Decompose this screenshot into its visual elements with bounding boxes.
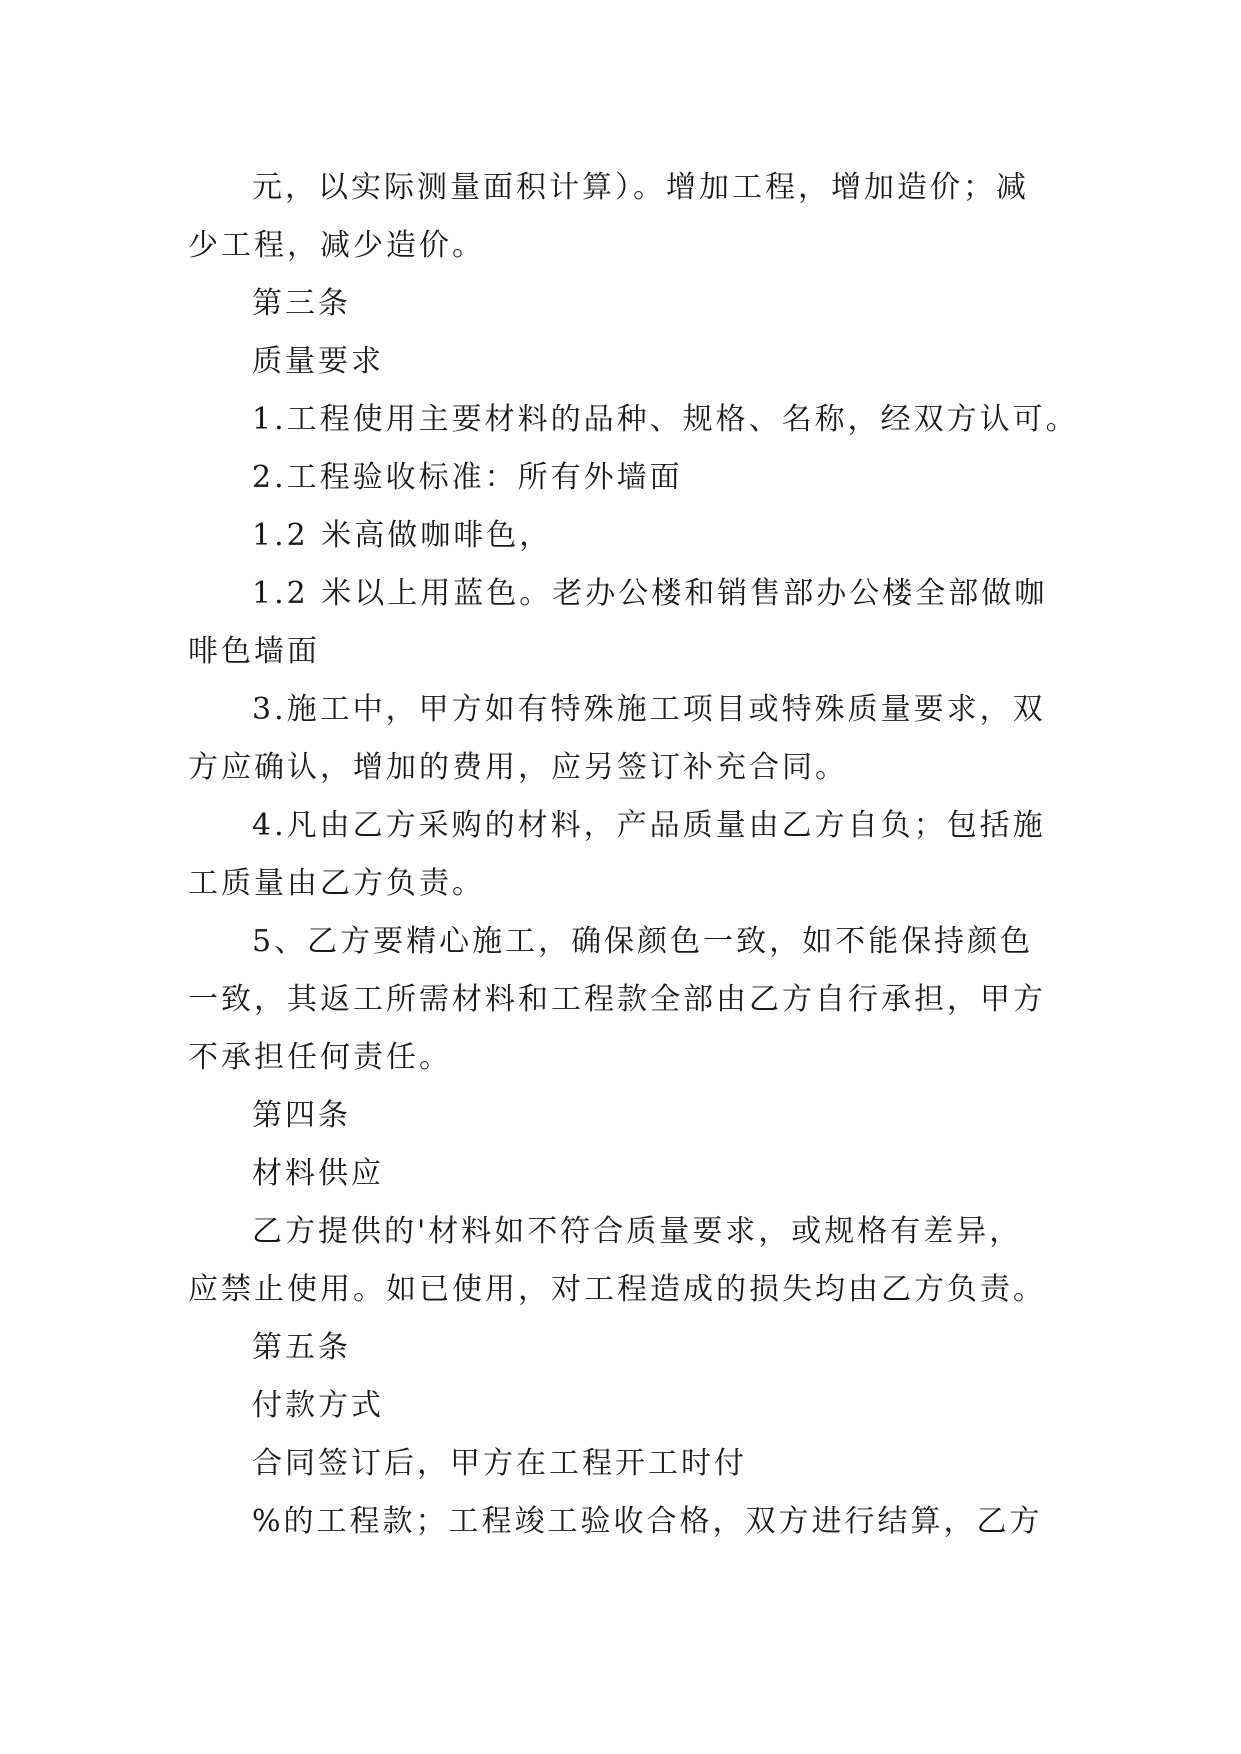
text-line: 1.工程使用主要材料的品种、规格、名称，经双方认可。: [252, 402, 1079, 437]
text-line: 1.2 米以上用蓝色。老办公楼和销售部办公楼全部做咖: [252, 576, 1048, 611]
article-heading: 第三条: [252, 286, 351, 321]
text-line: 2.工程验收标准：所有外墙面: [252, 460, 683, 495]
text-line: 方应确认，增加的费用，应另签订补充合同。: [188, 750, 848, 785]
text-line: 工质量由乙方负责。: [188, 866, 485, 901]
section-title: 质量要求: [252, 344, 384, 379]
text-line: 不承担任何责任。: [188, 1040, 452, 1075]
article-heading: 第五条: [252, 1330, 351, 1365]
document-body: [188, 159, 1079, 1551]
section-title: 付款方式: [252, 1388, 384, 1423]
text-line: 5、乙方要精心施工，确保颜色一致，如不能保持颜色: [252, 924, 1034, 959]
text-line: 3.施工中，甲方如有特殊施工项目或特殊质量要求，双: [252, 692, 1046, 727]
text-line: %的工程款；工程竣工验收合格，双方进行结算，乙方: [252, 1504, 1043, 1539]
text-line: 元，以实际测量面积计算）。增加工程，增加造价；减: [252, 170, 1029, 205]
text-line: 合同签订后，甲方在工程开工时付: [252, 1446, 747, 1481]
section-title: 材料供应: [252, 1156, 384, 1191]
text-line: 应禁止使用。如已使用，对工程造成的损失均由乙方负责。: [188, 1272, 1046, 1307]
text-line: 1.2 米高做咖啡色，: [252, 518, 553, 553]
text-line: 乙方提供的'材料如不符合质量要求，或规格有差异，: [252, 1214, 1023, 1249]
text-line: 少工程，减少造价。: [188, 228, 485, 263]
text-line: 一致，其返工所需材料和工程款全部由乙方自行承担，甲方: [188, 982, 1046, 1017]
text-line: 4.凡由乙方采购的材料，产品质量由乙方自负；包括施: [252, 808, 1046, 843]
text-line: 啡色墙面: [188, 634, 320, 669]
article-heading: 第四条: [252, 1098, 351, 1133]
